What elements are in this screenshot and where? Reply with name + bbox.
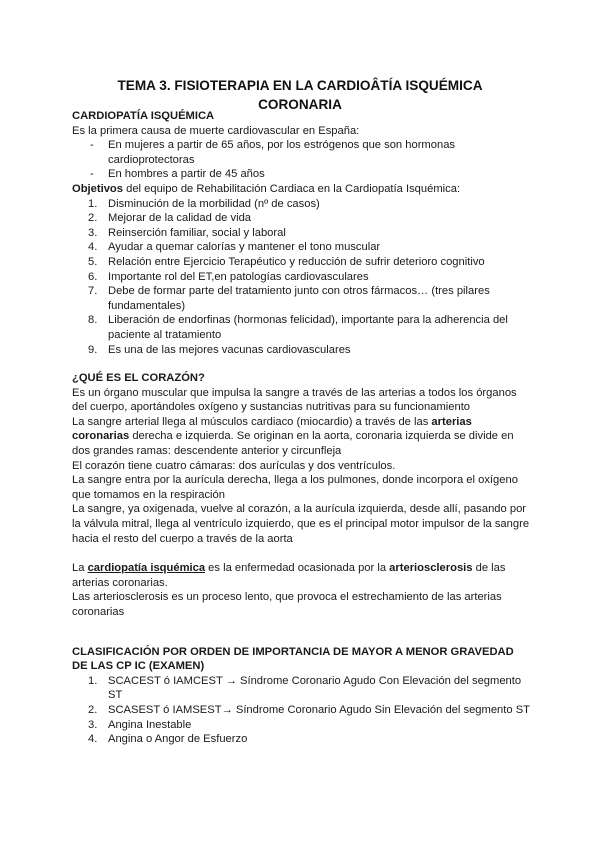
list-item-text: Ayudar a quemar calorías y mantener el tono muscular [108,241,381,254]
list-number: 2. [88,212,98,225]
section-heading-cardiopatia: CARDIOPATÍA ISQUÉMICA [72,110,215,122]
paragraph-text: de las arterias coronarias. [72,562,506,589]
paragraph: Es un órgano muscular que impulsa la sangre a través de las arterias a todos los órganos del cuerpo, aportándoles oxígeno y sustancias nutritivas para su funcionamiento [72,386,517,414]
list-item-text: Liberación de endorfinas (hormonas felicidad), importante para la adherencia del paciente al tratamiento [108,314,508,341]
list-item-text: Mejorar de la calidad de vida [108,212,252,225]
list-item [72,138,532,167]
paragraph: La sangre entra por la aurícula derecha, llega a los pulmones, donde incorpora el oxígeno que tomamos en la respiración [72,474,518,501]
bullet-dash: - [90,168,94,181]
paragraph [72,415,532,459]
title-line-1: TEMA 3. FISIOTERAPIA EN LA CARDIOÂTÍA ISQUÉMICA [117,78,483,93]
list-number: 4. [88,733,98,746]
list-item-text: Reinserción familiar, social y laboral [108,226,286,239]
section-heading-corazon: ¿QUÉ ES EL CORAZÓN? [72,372,205,385]
list-item-text: Angina o Angor de Esfuerzo [108,733,248,746]
list-item-text: SCACEST ó IAMCEST → Síndrome Coronario Agudo Con Elevación del segmento ST [108,674,522,702]
underlined-term: cardiopatía isquémica [87,562,206,575]
list-item [72,240,532,255]
bold-term: arterias coronarias [72,415,472,443]
cause-list [72,138,532,182]
document-body [72,109,532,747]
list-item-text: SCASEST ó IAMSEST→ Síndrome Coronario Agudo Sin Elevación del segmento ST [108,703,531,716]
list-item [72,343,532,358]
list-item [72,703,532,718]
list-number: 1. [88,197,98,210]
list-number: 6. [88,270,98,283]
list-number: 3. [88,226,98,239]
list-item-text: Importante rol del ET,en patologías cardiovasculares [108,270,369,283]
paragraph [72,561,532,590]
list-item-text: En mujeres a partir de 65 años, por los estrógenos que son hormonas cardioprotectoras [108,139,456,166]
list-item [72,718,532,733]
list-item [72,270,532,285]
objectives-intro [72,182,532,197]
paragraph-text: La [72,562,88,575]
objectives-rest: del equipo de Rehabilitación Cardiaca en la Cardiopatía Isquémica: [122,182,461,195]
paragraph: La sangre, ya oxigenada, vuelve al corazón, a la aurícula izquierda, desde allí, pasando por la válvula mitral, llega al ventrículo izquierdo, que es el principal motor impulsor de la sangre hacia el resto del cuerpo a través de la aorta [72,503,530,545]
list-item [72,313,532,342]
list-number: 7. [88,285,98,298]
list-item-text: Debe de formar parte del tratamiento junto con otros fármacos… (tres pilares fundamentales) [108,285,490,312]
objectives-list [72,197,532,358]
list-item [72,211,532,226]
list-item [72,284,532,313]
list-item-text: Relación entre Ejercicio Terapéutico y reducción de sufrir deterioro cognitivo [108,255,485,268]
list-item [72,732,532,747]
list-number: 2. [88,703,98,716]
intro-paragraph: Es la primera causa de muerte cardiovascular en España: [72,124,360,137]
list-item-text: Angina Inestable [108,718,192,731]
list-number: 1. [88,674,98,687]
list-item [72,255,532,270]
list-item-text: Disminución de la morbilidad (nº de casos) [108,197,320,210]
list-item-text: En hombres a partir de 45 años [108,168,265,181]
paragraph-text: derecha e izquierda. Se originan en la aorta, coronaria izquierda se divide en dos grandes ramas: descendente anterior y circunfleja [72,430,514,458]
list-item [72,197,532,212]
list-item-text: Es una de las mejores vacunas cardiovasculares [108,343,351,356]
list-number: 3. [88,718,98,731]
objectives-bold: Objetivos [72,182,123,195]
section-heading-clasificacion: CLASIFICACIÓN POR ORDEN DE IMPORTANCIA DE MAYOR A MENOR GRAVEDAD DE LAS CP IC (EXAMEN) [72,645,514,673]
list-item [72,167,532,182]
bold-term: arteriosclerosis [389,562,473,575]
list-number: 5. [88,255,98,268]
classification-list [72,674,532,747]
list-number: 8. [88,314,98,327]
title-line-2: CORONARIA [258,97,342,112]
paragraph: Las arteriosclerosis es un proceso lento, que provoca el estrechamiento de las arterias coronarias [72,591,502,618]
paragraph-text: es la enfermedad ocasionada por la [205,562,390,575]
list-item [72,226,532,241]
paragraph-text: La sangre arterial llega al músculos cardiaco (miocardio) a través de las [72,415,432,428]
bullet-dash: - [90,139,94,152]
list-number: 4. [88,241,98,254]
paragraph: El corazón tiene cuatro cámaras: dos aurículas y dos ventrículos. [72,459,396,472]
list-number: 9. [88,343,98,356]
list-item [72,674,532,703]
